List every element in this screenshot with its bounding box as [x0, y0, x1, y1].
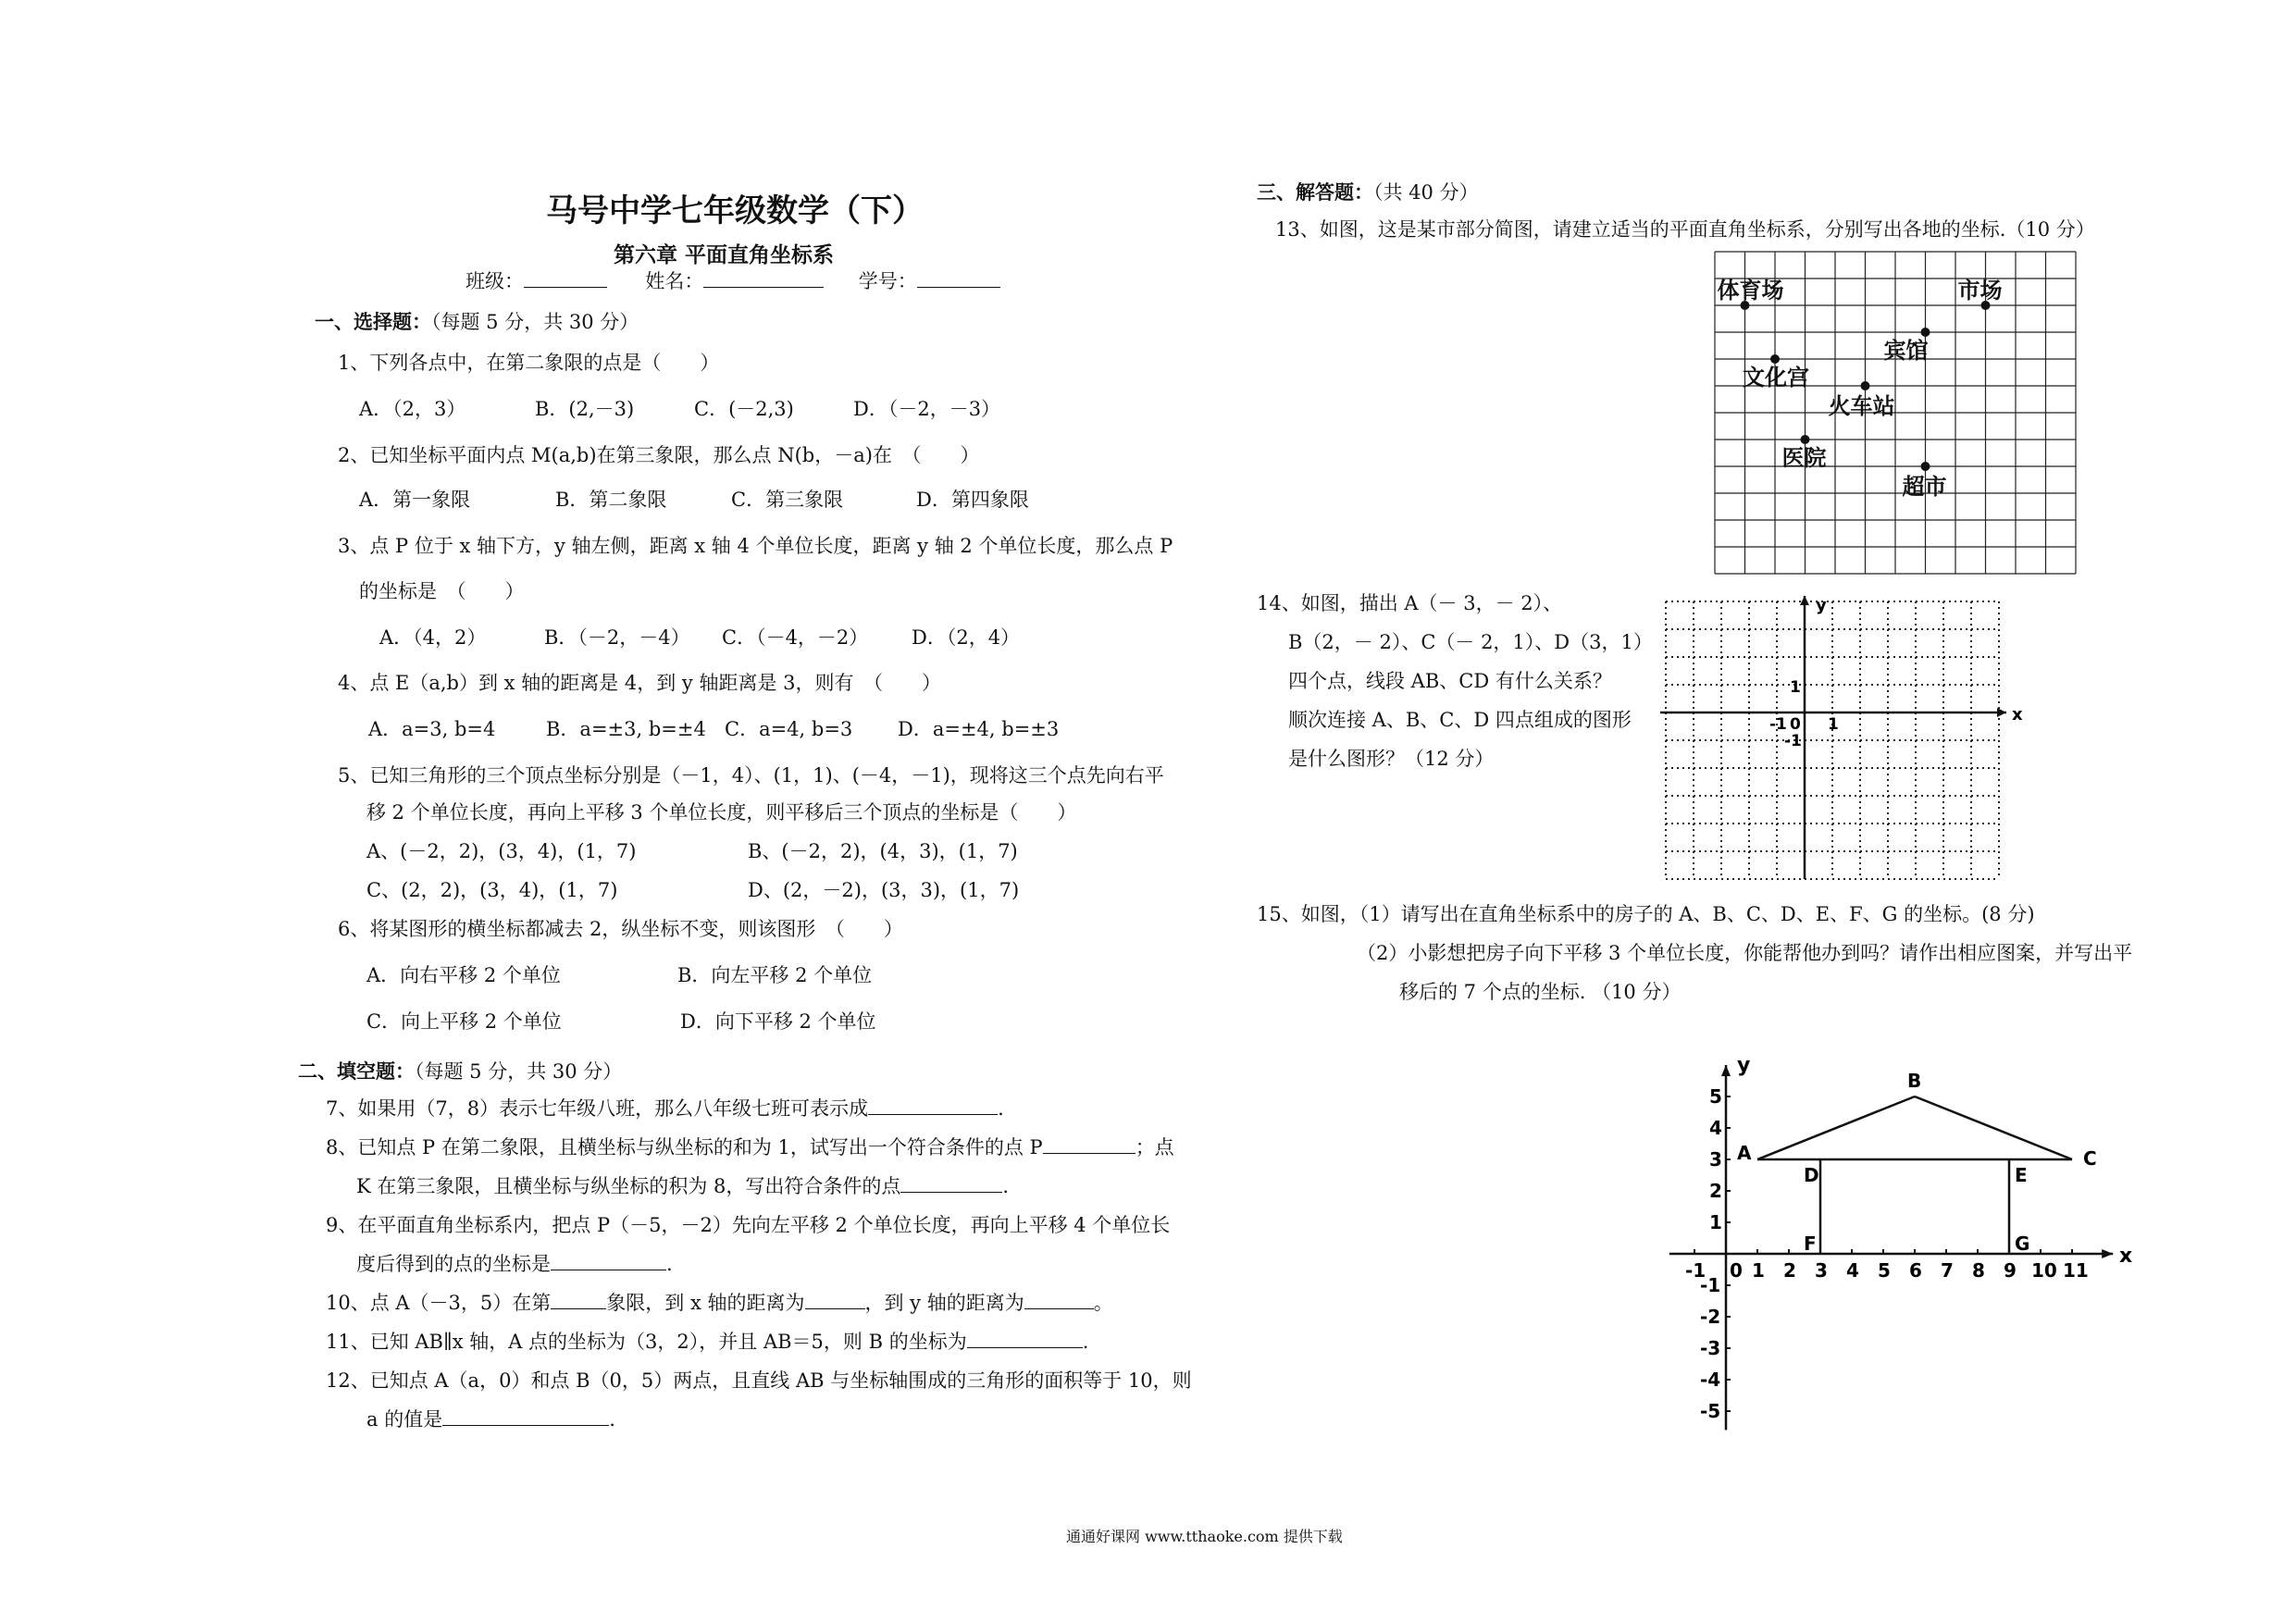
q15-house-chart: [1638, 1046, 2138, 1434]
origin-label: 0: [1790, 715, 1801, 734]
y-tick-label: -2: [1700, 1306, 1721, 1328]
q3-stem: 3、点 P 位于 x 轴下方，y 轴左侧，距离 x 轴 4 个单位长度，距离 y 轴 2 个单位长度，那么点 P: [338, 535, 1173, 557]
y-tick-label: 5: [1709, 1085, 1722, 1108]
y-tick-label: -1: [1784, 732, 1802, 750]
y-tick-label: 3: [1709, 1148, 1722, 1171]
map-place-dot: [1801, 435, 1810, 444]
q14-line2: B（2，－ 2）、C（－ 2，1）、D（3，1）: [1288, 631, 1653, 653]
x-tick-label: -1: [1769, 715, 1787, 734]
q12-line1: 12、已知点 A（a，0）和点 B（0，5）两点，且直线 AB 与坐标轴围成的三角形的面积等于 10，则: [326, 1369, 1192, 1392]
x-tick-label: 4: [1846, 1259, 1859, 1282]
page-title: 马号中学七年级数学（下）: [546, 192, 924, 229]
q14-line1: 14、如图，描出 A（－ 3，－ 2）、: [1257, 592, 1563, 614]
x-axis-label: x: [2012, 705, 2023, 725]
class-label: 班级：: [465, 270, 524, 292]
q12-line2: a 的值是 .: [366, 1408, 615, 1431]
id-blank[interactable]: [917, 270, 1000, 288]
x-tick-label: 6: [1909, 1259, 1922, 1282]
x-tick-label: 9: [2004, 1259, 2017, 1282]
x-axis-label: x: [2119, 1245, 2133, 1268]
map-place-label: 文化宫: [1743, 365, 1809, 390]
q9-line1: 9、在平面直角坐标系内，把点 P（－5，－2）先向左平移 2 个单位长度，再向上平移 4 个单位长: [326, 1214, 1171, 1236]
q5-option-c: C、(2，2)，(3，4)，(1，7): [366, 879, 618, 901]
section1-heading: 一、选择题：（每题 5 分，共 30 分）: [315, 310, 639, 333]
q15-line3: 移后的 7 个点的坐标. （10 分）: [1399, 981, 1682, 1003]
q14-dotted-grid-figure: [1657, 590, 2045, 896]
q10-quadrant-blank[interactable]: [551, 1292, 606, 1309]
q2-option-c: C．第三象限: [731, 489, 844, 511]
q9-line2: 度后得到的点的坐标是 .: [356, 1253, 673, 1275]
q8-line2: K 在第三象限，且横坐标与纵坐标的积为 8，写出符合条件的点 .: [356, 1175, 1010, 1197]
point-label-g: G: [2015, 1233, 2030, 1255]
q14-line5: 是什么图形？（12 分）: [1288, 748, 1495, 770]
y-tick-label: 2: [1709, 1180, 1722, 1202]
q4-option-c: C．a=4, b=3: [725, 718, 853, 740]
q9-blank[interactable]: [551, 1253, 666, 1270]
y-axis-arrow: [1721, 1065, 1731, 1076]
map-place-dot: [1921, 328, 1930, 337]
q8-p-blank[interactable]: [1043, 1136, 1136, 1154]
q6-option-c: C．向上平移 2 个单位: [366, 1010, 562, 1033]
x-axis-arrow: [2102, 1249, 2113, 1258]
name-label: 姓名：: [645, 270, 704, 292]
map-place-label: 宾馆: [1883, 338, 1929, 364]
x-tick-label: 1: [1828, 715, 1839, 734]
map-place-label: 市场: [1957, 278, 2003, 304]
q13-map-figure: [1703, 242, 2091, 585]
x-tick-label: 0: [1730, 1259, 1743, 1282]
q11: 11、已知 AB∥x 轴，A 点的坐标为（3，2），并且 AB＝5，则 B 的坐标为 .: [326, 1331, 1089, 1353]
q5-option-b: B、(－2，2)，(4，3)，(1，7): [748, 840, 1018, 862]
q7: 7、如果用（7，8）表示七年级八班，那么八年级七班可表示成 .: [326, 1097, 1004, 1120]
name-blank[interactable]: [703, 270, 824, 288]
map-place-dot: [1770, 354, 1780, 364]
x-tick-label: -1: [1685, 1259, 1706, 1282]
y-tick-label: -4: [1700, 1369, 1721, 1391]
q2-option-b: B．第二象限: [555, 489, 667, 511]
q3-option-a: A．（4，2）: [379, 626, 487, 649]
student-info-row: [465, 270, 1000, 293]
q5-stem: 5、已知三角形的三个顶点坐标分别是（－1，4）、(1，1)、(－4，－1)，现将这三个点先向右平: [338, 764, 1164, 787]
q8-line1: 8、已知点 P 在第二象限，且横坐标与纵坐标的和为 1，试写出一个符合条件的点 P ；点: [326, 1136, 1174, 1158]
q11-blank[interactable]: [967, 1331, 1083, 1348]
chapter-subtitle: 第六章 平面直角坐标系: [614, 242, 835, 267]
q14-line3: 四个点，线段 AB、CD 有什么关系？: [1288, 670, 1612, 692]
x-tick-label: 10: [2031, 1259, 2057, 1282]
q14-line4: 顺次连接 A、B、C、D 四点组成的图形: [1288, 709, 1632, 731]
x-tick-label: 3: [1815, 1259, 1828, 1282]
q3-option-b: B．（－2，－4）: [544, 626, 690, 649]
x-axis-arrow: [1997, 708, 2006, 717]
section2-heading: 二、填空题：（每题 5 分，共 30 分）: [298, 1059, 623, 1083]
q12-blank[interactable]: [442, 1408, 609, 1426]
q5-option-d: D、(2，－2)，(3，3)，(1，7): [748, 879, 1020, 901]
q5-option-a: A、(－2，2)，(3，4)，(1，7): [366, 840, 637, 862]
q2-stem: 2、已知坐标平面内点 M(a,b)在第三象限，那么点 N(b，－a)在 （ ）: [338, 444, 980, 466]
q3-option-d: D．（2，4）: [912, 626, 1021, 649]
y-tick-label: 4: [1709, 1117, 1722, 1139]
q2-option-d: D．第四象限: [916, 489, 1029, 511]
q6-option-a: A．向右平移 2 个单位: [366, 964, 561, 986]
point-label-b: B: [1907, 1070, 1922, 1092]
q1-option-b: B．(2,－3): [535, 398, 635, 420]
q1-option-d: D．（－2，－3）: [853, 398, 1001, 420]
y-tick-label: -5: [1700, 1400, 1721, 1422]
y-tick-label: -1: [1700, 1274, 1721, 1296]
point-label-c: C: [2083, 1147, 2097, 1170]
y-tick-label: -3: [1700, 1337, 1721, 1359]
q15-line1: 15、如图，（1）请写出在直角坐标系中的房子的 A、B、C、D、E、F、G 的坐标。(8 分): [1257, 903, 2035, 925]
point-label-f: F: [1804, 1233, 1817, 1255]
q8-k-blank[interactable]: [900, 1175, 1002, 1193]
y-axis-label: y: [1816, 596, 1827, 615]
q10-x-distance-blank[interactable]: [805, 1292, 865, 1309]
map-place-label: 超市: [1902, 474, 1947, 500]
q1-option-c: C．(－2,3): [694, 398, 794, 420]
q13-stem: 13、如图，这是某市部分简图，请建立适当的平面直角坐标系，分别写出各地的坐标.（10 分）: [1275, 218, 2095, 241]
q6-stem: 6、将某图形的横坐标都减去 2，纵坐标不变，则该图形 （ ）: [338, 918, 903, 940]
q2-option-a: A．第一象限: [359, 489, 471, 511]
map-place-label: 医院: [1781, 445, 1827, 471]
map-place-label: 体育场: [1717, 278, 1784, 304]
q6-option-b: B．向左平移 2 个单位: [677, 964, 873, 986]
x-tick-label: 8: [1972, 1259, 1985, 1282]
q10: 10、点 A（－3，5）在第 象限，到 x 轴的距离为 ，到 y 轴的距离为 。: [326, 1292, 1113, 1314]
map-place-dot: [1921, 462, 1930, 471]
section3-heading: 三、解答题：（共 40 分）: [1257, 180, 1479, 204]
x-tick-label: 5: [1878, 1259, 1891, 1282]
q3-option-c: C．（－4，－2）: [722, 626, 869, 649]
roof-left-edge: [1757, 1096, 1915, 1159]
q4-option-b: B．a=±3, b=±4: [546, 718, 706, 740]
q3-stem-cont: 的坐标是 （ ）: [359, 580, 525, 602]
x-tick-label: 2: [1783, 1259, 1796, 1282]
point-label-d: D: [1804, 1164, 1819, 1186]
y-tick-label: 1: [1709, 1211, 1722, 1233]
map-place-dot: [1861, 381, 1870, 390]
roof-right-edge: [1915, 1096, 2072, 1159]
q1-option-a: A．（2，3）: [359, 398, 466, 420]
q4-option-d: D．a=±4, b=±3: [898, 718, 1060, 740]
footer-credit: 通通好课网 www.tthaoke.com 提供下载: [1066, 1528, 1343, 1545]
q1-stem: 1、下列各点中，在第二象限的点是（ ）: [338, 352, 720, 374]
q4-option-a: A．a=3, b=4: [368, 718, 496, 740]
q6-option-d: D．向下平移 2 个单位: [680, 1010, 876, 1033]
q10-y-distance-blank[interactable]: [1024, 1292, 1094, 1309]
id-label: 学号：: [858, 270, 917, 292]
y-axis-arrow: [1800, 596, 1809, 605]
y-tick-label: 1: [1790, 678, 1801, 697]
map-place-label: 火车站: [1828, 393, 1895, 419]
q5-stem-cont: 移 2 个单位长度，再向上平移 3 个单位长度，则平移后三个顶点的坐标是（ ）: [366, 801, 1077, 824]
x-tick-label: 11: [2063, 1259, 2089, 1282]
point-label-a: A: [1737, 1142, 1752, 1164]
y-axis-label: y: [1737, 1053, 1751, 1077]
q4-stem: 4、点 E（a,b）到 x 轴的距离是 4，到 y 轴距离是 3，则有 （ ）: [338, 672, 941, 694]
x-tick-label: 1: [1752, 1259, 1765, 1282]
q15-line2: （2）小影想把房子向下平移 3 个单位长度，你能帮他办到吗？请作出相应图案，并写出平: [1357, 942, 2133, 964]
q7-blank[interactable]: [868, 1097, 998, 1115]
class-blank[interactable]: [524, 270, 607, 288]
point-label-e: E: [2015, 1164, 2028, 1186]
x-tick-label: 7: [1941, 1259, 1954, 1282]
